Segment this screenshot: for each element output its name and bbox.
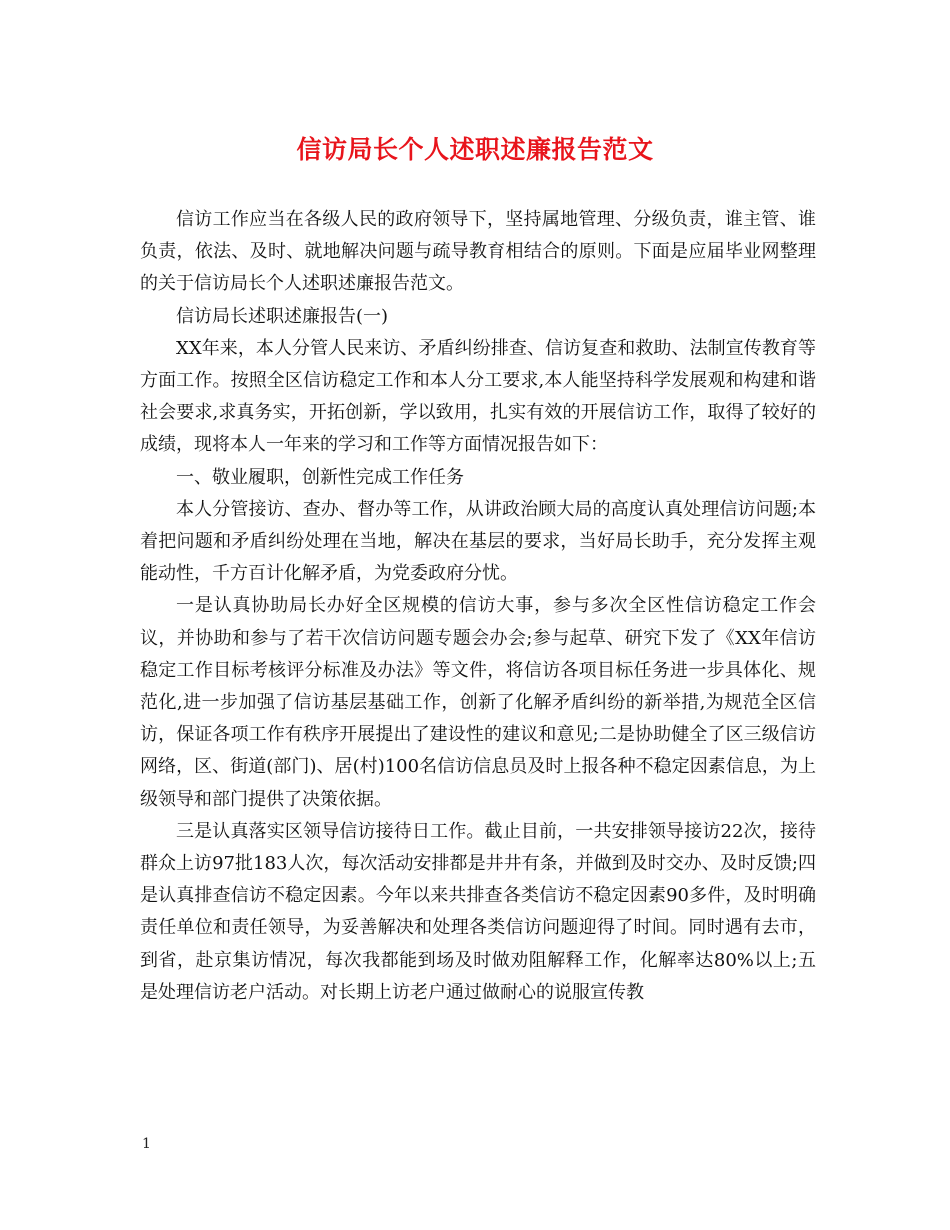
paragraph-subheading: 一、敬业履职，创新性完成工作任务 xyxy=(176,466,464,488)
paragraph-points-three-five: 三是认真落实区领导信访接待日工作。截止目前，一共安排领导接访22次，接待群众上访97批183人次，每次活动安排都是井井有条，并做到及时交办、及时反馈;四是认真排查信访不稳定因素。今年以来共排查各类信访不稳定因素90多件，及时明确责任单位和责任领导，为妥善解决和处理各类信访问题迎得了时间。同时遇有去市，到省，赴京集访情况，每次我都能到场及时做劝阻解释工作，化解率达80%以上;五是处理信访老户活动。对长期上访老户通过做耐心的说服宣传教 xyxy=(140,820,816,1003)
paragraph-section-heading: 信访局长述职述廉报告(一) xyxy=(176,305,389,327)
paragraph-overview: XX年来，本人分管人民来访、矛盾纠纷排查、信访复查和救助、法制宣传教育等方面工作。按照全区信访稳定工作和本人分工要求,本人能坚持科学发展观和构建和谐社会要求,求真务实，开拓创新，学以致用，扎实有效的开展信访工作，取得了较好的成绩，现将本人一年来的学习和工作等方面情况报告如下： xyxy=(140,337,816,456)
paragraph-points-one-two: 一是认真协助局长办好全区规模的信访大事，参与多次全区性信访稳定工作会议，并协助和参与了若干次信访问题专题会办会;参与起草、研究下发了《XX年信访稳定工作目标考核评分标准及办法》等文件，将信访各项目标任务进一步具体化、规范化,进一步加强了信访基层基础工作，创新了化解矛盾纠纷的新举措,为规范全区信访，保证各项工作有秩序开展提出了建设性的建议和意见;二是协助健全了区三级信访网络，区、街道(部门)、居(村)100名信访信息员及时上报各种不稳定因素信息，为上级领导和部门提供了决策依据。 xyxy=(140,595,816,810)
page-number: 1 xyxy=(142,1136,151,1152)
document-title: 信访局长个人述职述廉报告范文 xyxy=(296,135,654,164)
paragraph-responsibilities: 本人分管接访、查办、督办等工作，从讲政治顾大局的高度认真处理信访问题;本着把问题和矛盾纠纷处理在当地，解决在基层的要求，当好局长助手，充分发挥主观能动性，千方百计化解矛盾，为党委政府分忧。 xyxy=(140,498,816,585)
document-body xyxy=(140,204,816,1009)
paragraph-intro: 信访工作应当在各级人民的政府领导下，坚持属地管理、分级负责，谁主管、谁负责，依法、及时、就地解决问题与疏导教育相结合的原则。下面是应届毕业网整理的关于信访局长个人述职述廉报告范文。 xyxy=(140,209,816,295)
